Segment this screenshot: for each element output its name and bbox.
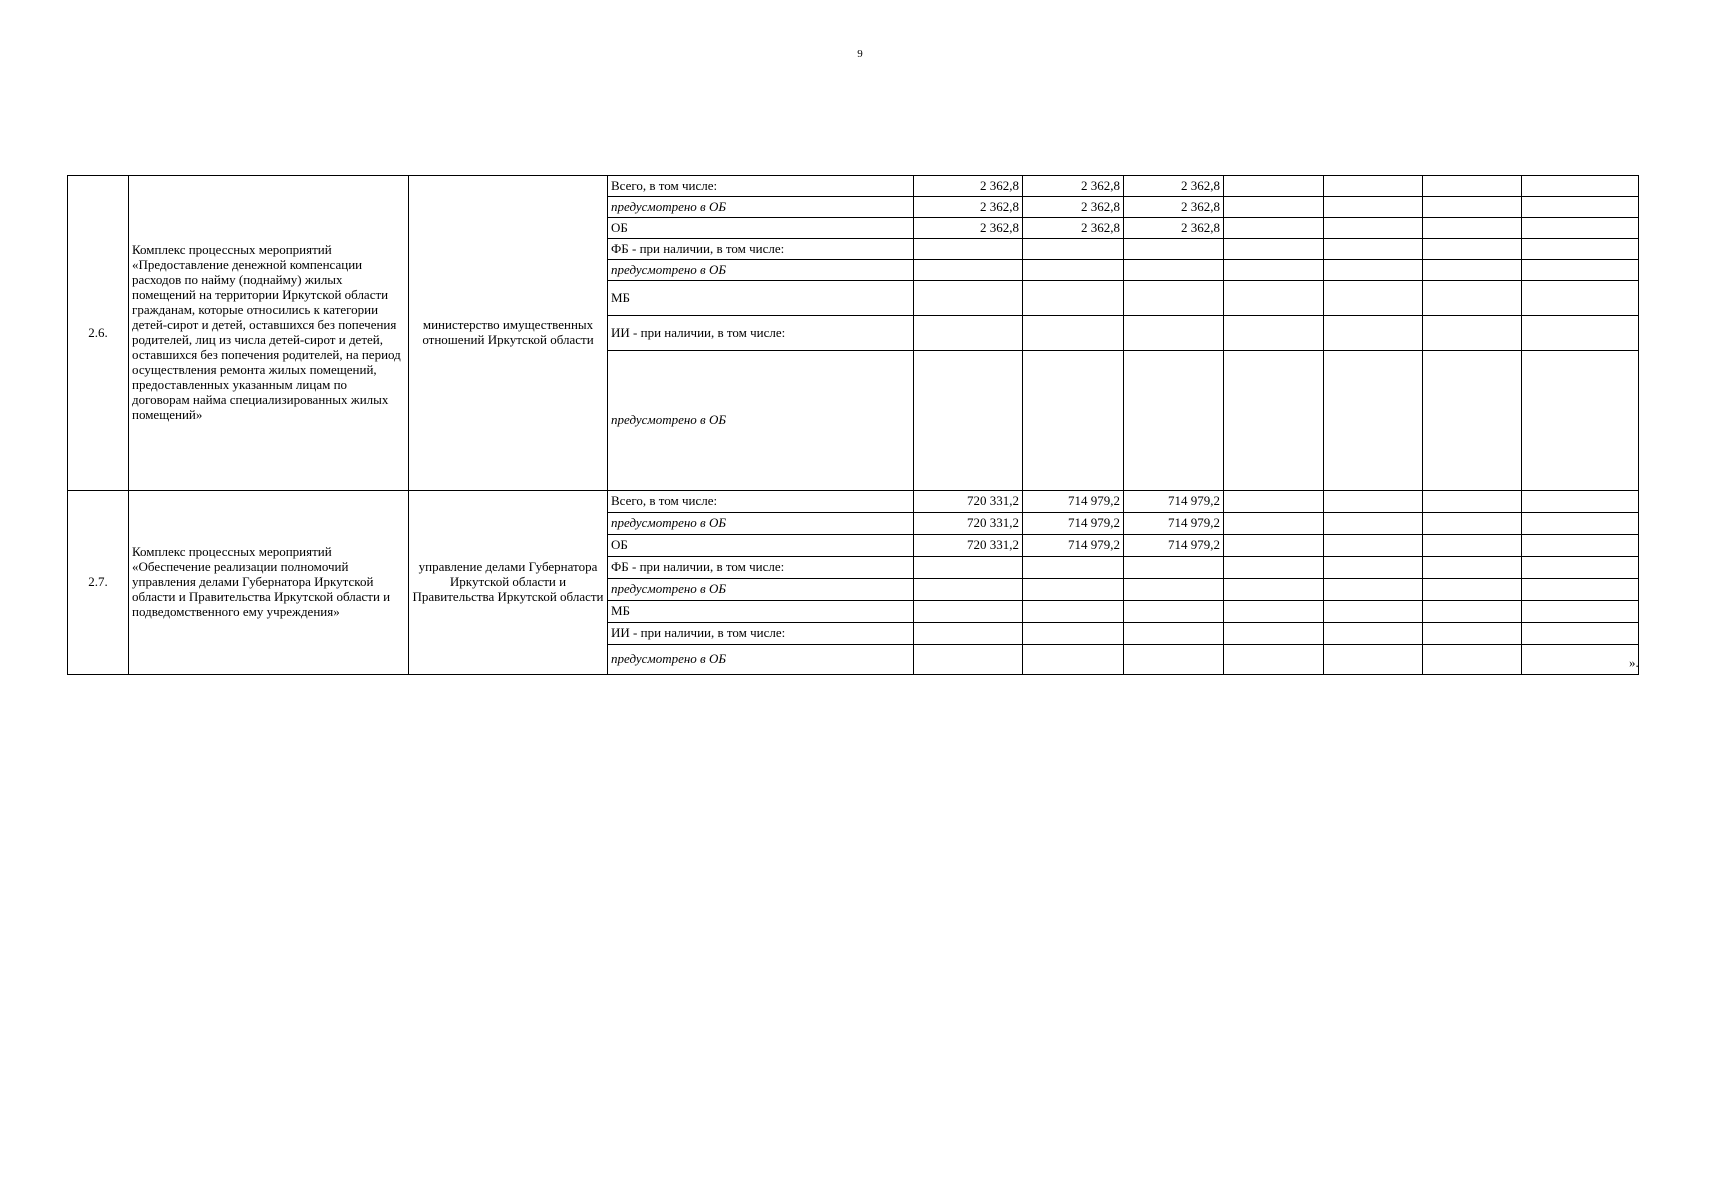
empty-cell — [1224, 316, 1324, 351]
empty-cell — [1324, 316, 1423, 351]
empty-cell — [1224, 197, 1324, 218]
value-cell: 2 362,8 — [914, 218, 1023, 239]
empty-cell — [1423, 316, 1522, 351]
table-row — [68, 176, 1639, 197]
empty-cell — [1423, 281, 1522, 316]
empty-cell — [1324, 260, 1423, 281]
empty-cell — [1423, 513, 1522, 535]
empty-cell — [1522, 239, 1639, 260]
value-cell — [1023, 645, 1124, 675]
empty-cell — [1522, 601, 1639, 623]
funding-source: ФБ - при наличии, в том числе: — [608, 239, 914, 260]
value-cell: 720 331,2 — [914, 535, 1023, 557]
empty-cell — [1423, 623, 1522, 645]
empty-cell — [1423, 176, 1522, 197]
value-cell — [914, 645, 1023, 675]
empty-cell — [1522, 557, 1639, 579]
funding-source: ФБ - при наличии, в том числе: — [608, 557, 914, 579]
value-cell — [1124, 601, 1224, 623]
value-cell: 2 362,8 — [1023, 197, 1124, 218]
empty-cell — [1324, 601, 1423, 623]
empty-cell — [1522, 491, 1639, 513]
funding-source: ОБ — [608, 535, 914, 557]
activity-name: Комплекс процессных мероприятий «Обеспечение реализации полномочий управления делами Губернатора Иркутской области и Правительства Иркутской области и подведомственного ему учреждения» — [129, 491, 409, 675]
empty-cell — [1522, 281, 1639, 316]
value-cell: 720 331,2 — [914, 491, 1023, 513]
budget-table — [67, 175, 1639, 675]
value-cell — [1124, 260, 1224, 281]
value-cell — [914, 260, 1023, 281]
empty-cell — [1522, 351, 1639, 491]
value-cell — [1124, 579, 1224, 601]
value-cell: 2 362,8 — [1124, 218, 1224, 239]
value-cell — [914, 601, 1023, 623]
empty-cell — [1224, 260, 1324, 281]
empty-cell — [1522, 623, 1639, 645]
empty-cell — [1324, 491, 1423, 513]
empty-cell — [1224, 491, 1324, 513]
value-cell: 714 979,2 — [1124, 491, 1224, 513]
empty-cell — [1423, 645, 1522, 675]
page-number: 9 — [857, 48, 863, 60]
empty-cell — [1324, 557, 1423, 579]
empty-cell — [1324, 281, 1423, 316]
value-cell: 720 331,2 — [914, 513, 1023, 535]
empty-cell — [1522, 316, 1639, 351]
empty-cell — [1324, 623, 1423, 645]
empty-cell — [1224, 513, 1324, 535]
table-row — [68, 491, 1639, 513]
activity-name: Комплекс процессных мероприятий «Предоставление денежной компенсации расходов по найму (поднайму) жилых помещений на территории Иркутской области гражданам, которые относились к категории детей-сирот и детей, оставшихся без попечения родителей, лиц из числа детей-сирот и детей, оставшихся без попечения родителей, на период осуществления ремонта жилых помещений, предоставленных указанным лицам по договорам найма специализированных жилых помещений» — [129, 176, 409, 491]
empty-cell — [1423, 351, 1522, 491]
empty-cell — [1423, 601, 1522, 623]
value-cell: 714 979,2 — [1023, 491, 1124, 513]
value-cell — [914, 623, 1023, 645]
empty-cell — [1224, 623, 1324, 645]
value-cell — [1124, 239, 1224, 260]
value-cell — [1023, 601, 1124, 623]
value-cell — [1023, 260, 1124, 281]
funding-source: предусмотрено в ОБ — [608, 645, 914, 675]
funding-source: ОБ — [608, 218, 914, 239]
empty-cell — [1324, 197, 1423, 218]
empty-cell — [1522, 535, 1639, 557]
value-cell — [1124, 623, 1224, 645]
value-cell: 2 362,8 — [914, 197, 1023, 218]
value-cell — [1124, 645, 1224, 675]
empty-cell — [1324, 218, 1423, 239]
funding-source: предусмотрено в ОБ — [608, 579, 914, 601]
value-cell — [1023, 623, 1124, 645]
empty-cell — [1522, 260, 1639, 281]
funding-source: МБ — [608, 281, 914, 316]
empty-cell — [1522, 197, 1639, 218]
executor: управление делами Губернатора Иркутской области и Правительства Иркутской области — [409, 491, 608, 675]
empty-cell — [1423, 535, 1522, 557]
empty-cell — [1224, 579, 1324, 601]
funding-source: ИИ - при наличии, в том числе: — [608, 316, 914, 351]
empty-cell — [1522, 176, 1639, 197]
empty-cell — [1423, 239, 1522, 260]
funding-source: Всего, в том числе: — [608, 491, 914, 513]
value-cell — [1023, 351, 1124, 491]
empty-cell — [1423, 557, 1522, 579]
value-cell: 714 979,2 — [1023, 535, 1124, 557]
value-cell — [914, 579, 1023, 601]
row-number: 2.7. — [68, 491, 129, 675]
value-cell — [1124, 316, 1224, 351]
value-cell — [1023, 281, 1124, 316]
value-cell: 714 979,2 — [1023, 513, 1124, 535]
empty-cell — [1224, 601, 1324, 623]
value-cell: 2 362,8 — [1124, 197, 1224, 218]
value-cell — [1023, 579, 1124, 601]
funding-source: ИИ - при наличии, в том числе: — [608, 623, 914, 645]
empty-cell — [1522, 513, 1639, 535]
empty-cell — [1224, 176, 1324, 197]
value-cell — [914, 239, 1023, 260]
empty-cell — [1224, 557, 1324, 579]
empty-cell — [1324, 513, 1423, 535]
value-cell — [1023, 316, 1124, 351]
value-cell — [1124, 351, 1224, 491]
empty-cell — [1224, 535, 1324, 557]
empty-cell — [1522, 579, 1639, 601]
value-cell — [914, 351, 1023, 491]
value-cell — [914, 281, 1023, 316]
value-cell: 2 362,8 — [1023, 218, 1124, 239]
empty-cell — [1224, 239, 1324, 260]
empty-cell — [1224, 281, 1324, 316]
empty-cell — [1423, 491, 1522, 513]
closing-quote-mark: ». — [1629, 655, 1639, 670]
value-cell: 2 362,8 — [1124, 176, 1224, 197]
value-cell: 714 979,2 — [1124, 535, 1224, 557]
empty-cell — [1224, 218, 1324, 239]
empty-cell — [1324, 535, 1423, 557]
funding-source: предусмотрено в ОБ — [608, 513, 914, 535]
value-cell: 2 362,8 — [1023, 176, 1124, 197]
empty-cell — [1324, 239, 1423, 260]
empty-cell — [1522, 218, 1639, 239]
executor: министерство имущественных отношений Иркутской области — [409, 176, 608, 491]
value-cell — [1023, 239, 1124, 260]
value-cell — [914, 316, 1023, 351]
empty-cell — [1324, 176, 1423, 197]
empty-cell — [1324, 351, 1423, 491]
empty-cell — [1324, 645, 1423, 675]
empty-cell — [1224, 351, 1324, 491]
funding-source: предусмотрено в ОБ — [608, 351, 914, 491]
empty-cell — [1522, 645, 1639, 675]
empty-cell — [1423, 260, 1522, 281]
value-cell — [914, 557, 1023, 579]
empty-cell — [1423, 197, 1522, 218]
funding-source: предусмотрено в ОБ — [608, 197, 914, 218]
value-cell — [1124, 557, 1224, 579]
funding-source: МБ — [608, 601, 914, 623]
value-cell — [1023, 557, 1124, 579]
value-cell: 714 979,2 — [1124, 513, 1224, 535]
funding-source: предусмотрено в ОБ — [608, 260, 914, 281]
value-cell: 2 362,8 — [914, 176, 1023, 197]
empty-cell — [1423, 579, 1522, 601]
funding-source: Всего, в том числе: — [608, 176, 914, 197]
empty-cell — [1324, 579, 1423, 601]
row-number: 2.6. — [68, 176, 129, 491]
empty-cell — [1224, 645, 1324, 675]
empty-cell — [1423, 218, 1522, 239]
value-cell — [1124, 281, 1224, 316]
